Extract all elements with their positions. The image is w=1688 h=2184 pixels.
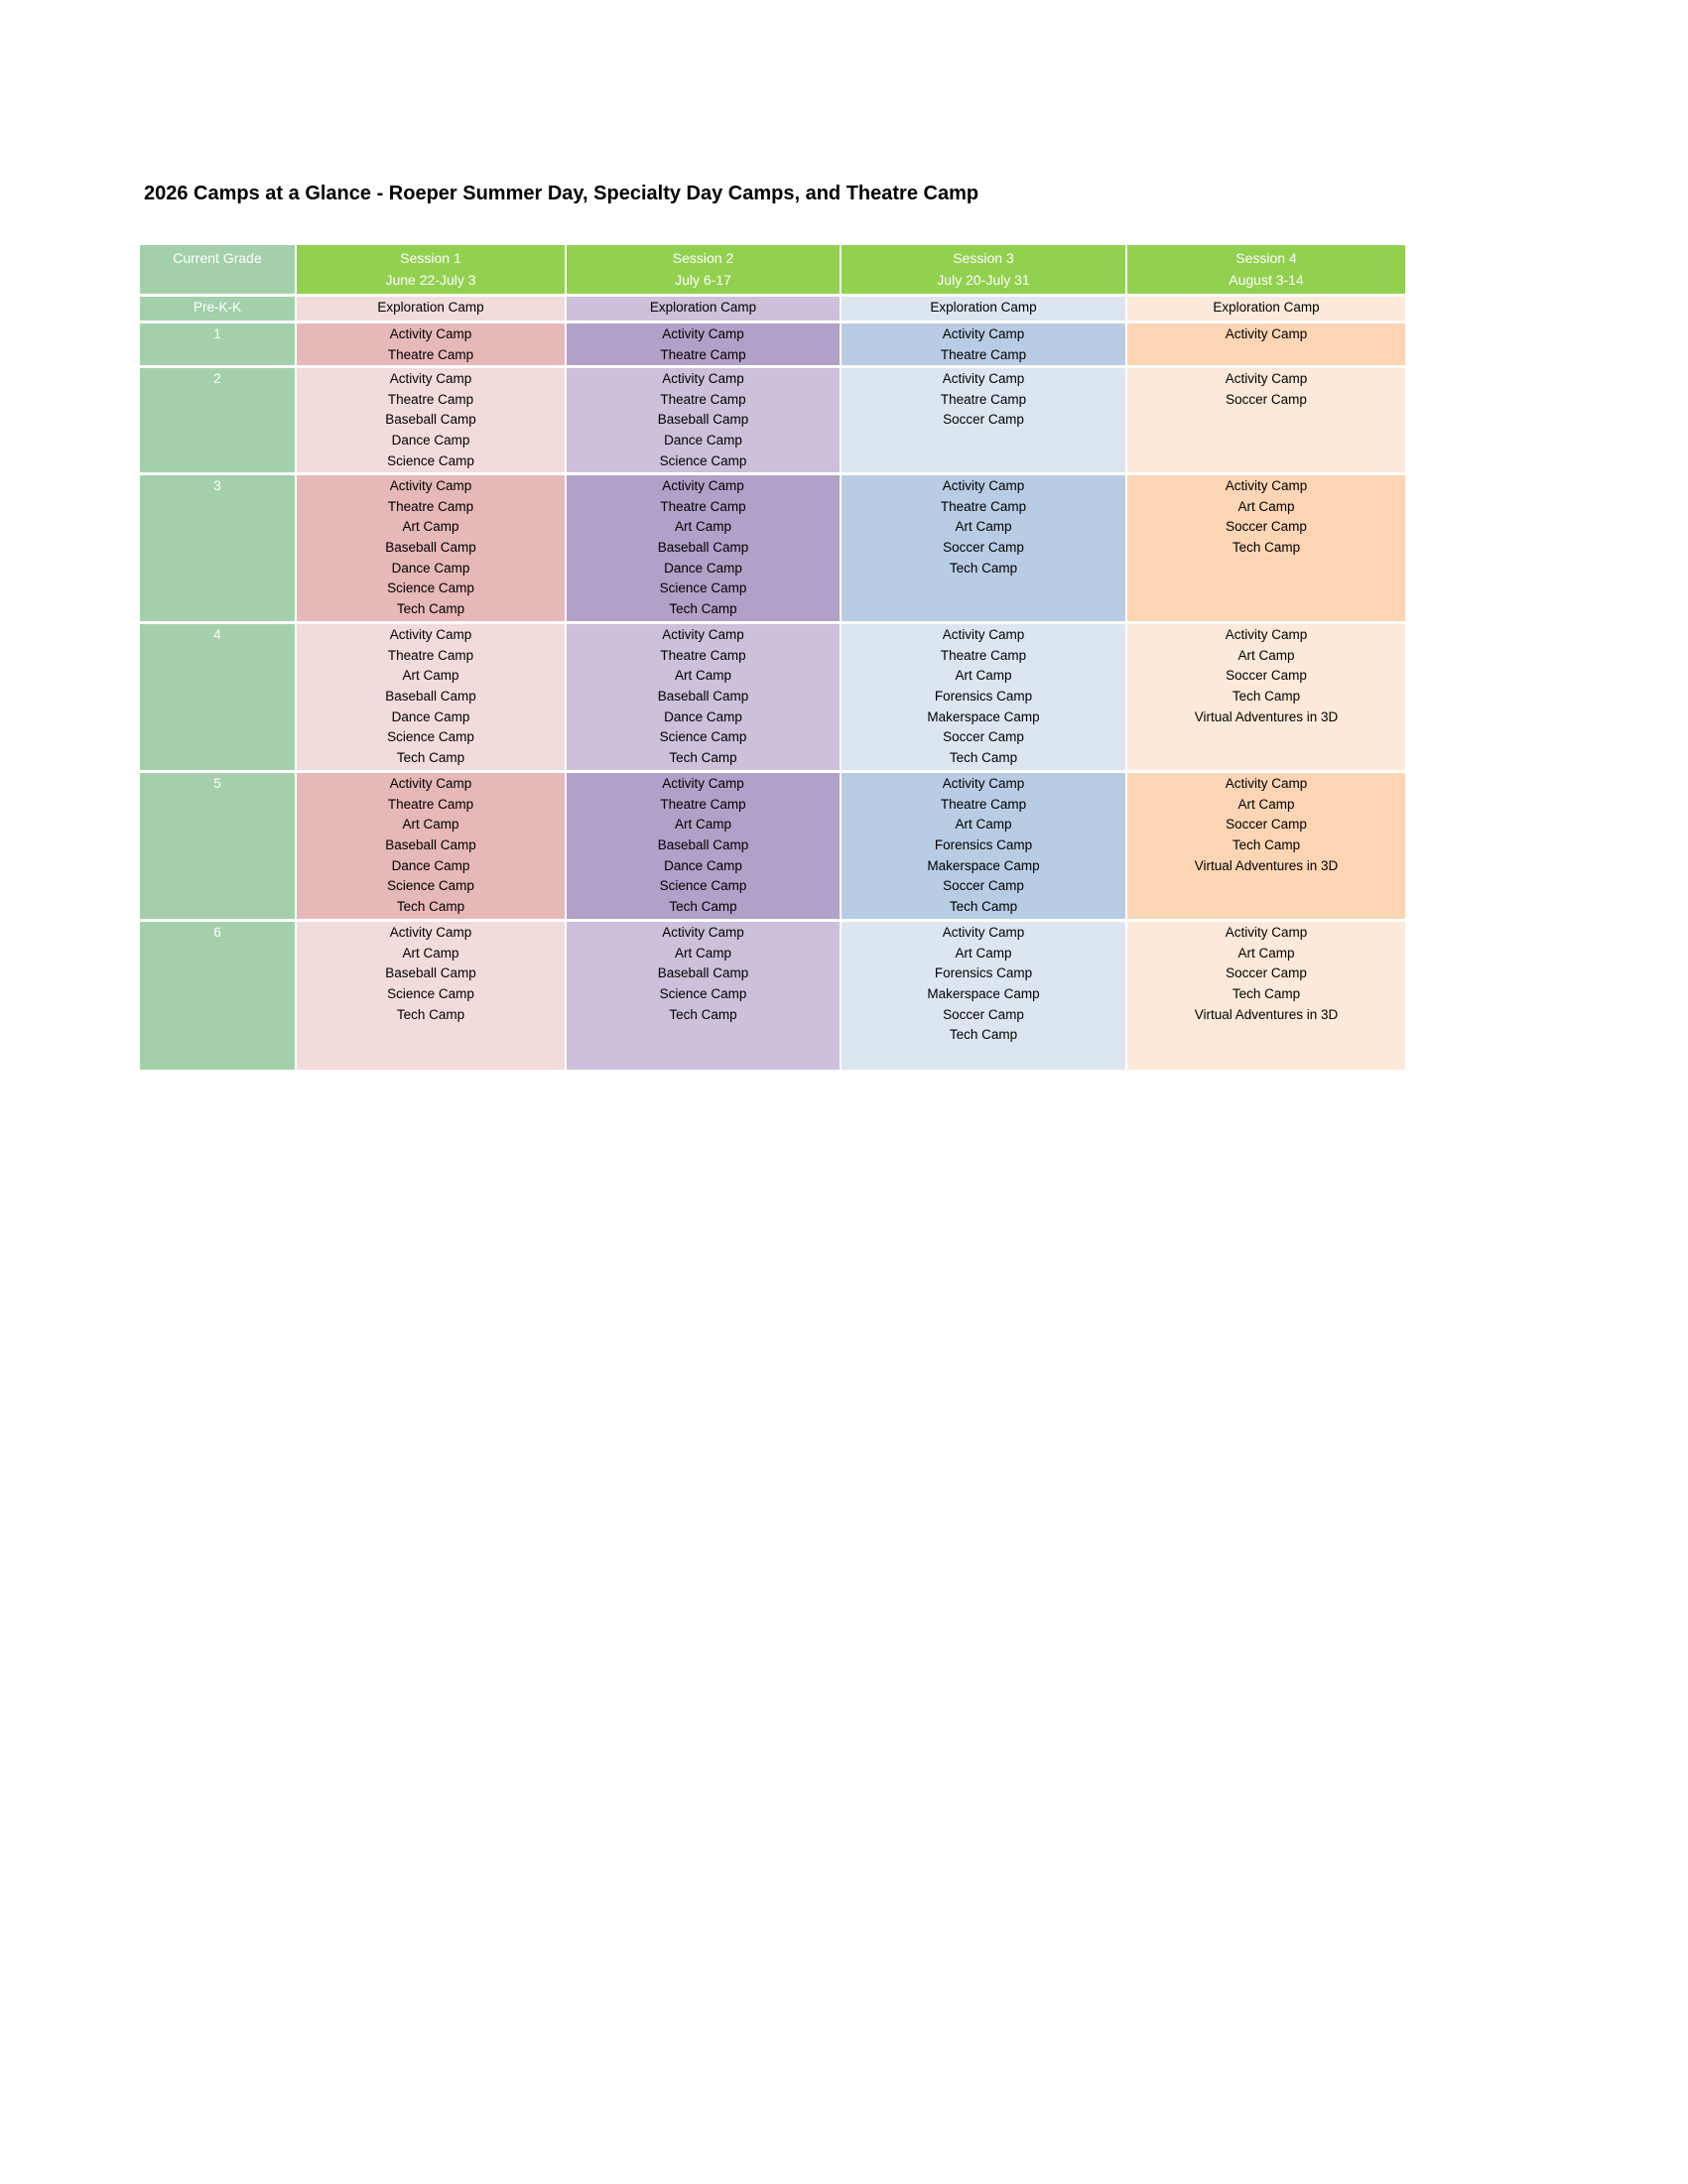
grade-label: Pre-K-K (140, 296, 296, 322)
session-4-cell (1126, 921, 1405, 1070)
camp-name: Baseball Camp (385, 965, 476, 981)
camp-name: Tech Camp (396, 749, 465, 765)
session-2-cell (566, 623, 841, 772)
camp-name: Art Camp (402, 668, 459, 684)
camp-name: Art Camp (674, 519, 731, 535)
camp-name: Art Camp (674, 945, 731, 961)
camp-name: Art Camp (402, 519, 459, 535)
camp-name: Tech Camp (669, 749, 737, 765)
camp-name: Activity Camp (942, 627, 1025, 643)
camp-name: Tech Camp (396, 1006, 465, 1022)
camp-name: Activity Camp (942, 478, 1025, 494)
page-title: 2026 Camps at a Glance - Roeper Summer Day, Specialty Day Camps, and Theatre Camp (144, 183, 979, 204)
camp-name: Science Camp (387, 985, 474, 1001)
session-2-cell (566, 322, 841, 367)
camp-name: Theatre Camp (660, 391, 746, 407)
camp-name: Art Camp (674, 668, 731, 684)
camp-name: Exploration Camp (1213, 300, 1320, 315)
camp-name: Soccer Camp (1226, 817, 1307, 833)
camp-name: Activity Camp (389, 627, 472, 643)
camp-name: Makerspace Camp (927, 708, 1040, 724)
session-name: Session 3 (953, 250, 1014, 266)
grade-label: 3 (140, 474, 296, 623)
camp-name: Activity Camp (942, 776, 1025, 792)
camp-schedule-table (140, 245, 1405, 1070)
camp-name: Activity Camp (1225, 326, 1308, 341)
camp-name: Science Camp (387, 580, 474, 596)
camp-name: Art Camp (955, 519, 1012, 535)
camp-name: Virtual Adventures in 3D (1194, 857, 1339, 873)
camp-name: Science Camp (387, 452, 474, 468)
session-3-cell (841, 367, 1126, 474)
camp-name: Dance Camp (664, 560, 742, 576)
camp-name: Activity Camp (389, 776, 472, 792)
camp-name: Art Camp (955, 945, 1012, 961)
camp-name: Activity Camp (662, 776, 744, 792)
session-name: Session 1 (400, 250, 461, 266)
camp-name: Soccer Camp (943, 1006, 1024, 1022)
session-2-header (566, 245, 841, 296)
camp-name: Baseball Camp (385, 539, 476, 555)
camp-name: Activity Camp (662, 925, 744, 941)
camp-name: Activity Camp (1225, 371, 1308, 387)
camp-name: Soccer Camp (1226, 519, 1307, 535)
camp-name: Dance Camp (664, 857, 742, 873)
grade-label: 4 (140, 623, 296, 772)
camp-name: Tech Camp (1232, 836, 1301, 852)
session-1-cell (296, 296, 566, 322)
camp-name: Forensics Camp (934, 688, 1033, 704)
camp-name: Theatre Camp (387, 796, 474, 812)
camp-name: Activity Camp (942, 326, 1025, 341)
camp-name: Exploration Camp (930, 300, 1037, 315)
camp-name: Theatre Camp (940, 796, 1027, 812)
camp-name: Tech Camp (396, 600, 465, 616)
session-2-cell (566, 367, 841, 474)
camp-name: Soccer Camp (1226, 391, 1307, 407)
camp-name: Activity Camp (1225, 776, 1308, 792)
grade-row (140, 296, 1405, 322)
camp-name: Activity Camp (389, 371, 472, 387)
session-3-cell (841, 322, 1126, 367)
session-4-cell (1126, 623, 1405, 772)
session-dates: June 22-July 3 (385, 272, 476, 288)
session-3-header (841, 245, 1126, 296)
session-1-cell (296, 367, 566, 474)
current-grade-header (140, 245, 296, 296)
camp-name: Baseball Camp (385, 412, 476, 428)
session-name: Session 2 (672, 250, 734, 266)
camp-name: Baseball Camp (385, 836, 476, 852)
session-1-cell (296, 921, 566, 1070)
camp-name: Dance Camp (391, 560, 470, 576)
session-4-cell (1126, 322, 1405, 367)
camp-name: Exploration Camp (649, 300, 757, 315)
header-row (140, 245, 1405, 296)
camp-name: Science Camp (659, 985, 747, 1001)
grade-row (140, 474, 1405, 623)
camp-name: Theatre Camp (940, 391, 1027, 407)
camp-name: Tech Camp (669, 898, 737, 914)
camp-name: Exploration Camp (377, 300, 484, 315)
session-1-cell (296, 322, 566, 367)
camp-name: Science Camp (659, 452, 747, 468)
camp-name: Science Camp (387, 878, 474, 894)
current-grade-label: Current Grade (173, 250, 262, 266)
camp-name: Tech Camp (949, 749, 1018, 765)
camp-name: Baseball Camp (657, 836, 749, 852)
session-2-cell (566, 921, 841, 1070)
camp-name: Activity Camp (942, 371, 1025, 387)
grade-row (140, 623, 1405, 772)
session-1-cell (296, 623, 566, 772)
camp-name: Tech Camp (949, 898, 1018, 914)
session-4-header (1126, 245, 1405, 296)
camp-name: Forensics Camp (934, 836, 1033, 852)
camp-name: Art Camp (402, 945, 459, 961)
camp-name: Soccer Camp (1226, 965, 1307, 981)
session-3-cell (841, 772, 1126, 921)
session-dates: July 6-17 (675, 272, 731, 288)
session-1-cell (296, 772, 566, 921)
camp-name: Baseball Camp (657, 539, 749, 555)
camp-name: Activity Camp (942, 925, 1025, 941)
camp-name: Science Camp (659, 878, 747, 894)
camp-name: Soccer Camp (943, 729, 1024, 745)
camp-name: Activity Camp (1225, 925, 1308, 941)
session-dates: July 20-July 31 (937, 272, 1030, 288)
grade-row (140, 772, 1405, 921)
session-3-cell (841, 296, 1126, 322)
grade-row (140, 322, 1405, 367)
camp-name: Art Camp (1237, 796, 1295, 812)
camp-name: Science Camp (387, 729, 474, 745)
session-3-cell (841, 921, 1126, 1070)
grade-row (140, 921, 1405, 1070)
session-dates: August 3-14 (1229, 272, 1304, 288)
camp-name: Baseball Camp (385, 688, 476, 704)
camp-name: Theatre Camp (387, 391, 474, 407)
camp-name: Tech Camp (669, 600, 737, 616)
camp-name: Soccer Camp (943, 878, 1024, 894)
camp-name: Tech Camp (949, 1027, 1018, 1043)
camp-name: Theatre Camp (387, 498, 474, 514)
camp-name: Theatre Camp (660, 647, 746, 663)
camp-name: Tech Camp (396, 898, 465, 914)
session-4-cell (1126, 367, 1405, 474)
session-4-cell (1126, 772, 1405, 921)
camp-name: Soccer Camp (943, 539, 1024, 555)
schedule-body (140, 296, 1405, 1070)
camp-name: Art Camp (1237, 945, 1295, 961)
camp-name: Activity Camp (662, 371, 744, 387)
camp-name: Activity Camp (389, 925, 472, 941)
camp-name: Science Camp (659, 580, 747, 596)
camp-name: Tech Camp (1232, 539, 1301, 555)
grade-label: 1 (140, 322, 296, 367)
grade-label: 5 (140, 772, 296, 921)
camp-name: Tech Camp (949, 560, 1018, 576)
camp-name: Activity Camp (389, 478, 472, 494)
camp-name: Theatre Camp (660, 498, 746, 514)
camp-name: Activity Camp (662, 326, 744, 341)
session-3-cell (841, 474, 1126, 623)
camp-name: Tech Camp (1232, 688, 1301, 704)
camp-name: Makerspace Camp (927, 857, 1040, 873)
camp-name: Theatre Camp (660, 346, 746, 362)
grade-row (140, 367, 1405, 474)
camp-name: Art Camp (955, 817, 1012, 833)
camp-name: Theatre Camp (940, 498, 1027, 514)
camp-name: Tech Camp (1232, 985, 1301, 1001)
grade-label: 2 (140, 367, 296, 474)
camp-name: Soccer Camp (1226, 668, 1307, 684)
camp-name: Theatre Camp (940, 647, 1027, 663)
camp-name: Soccer Camp (943, 412, 1024, 428)
camp-name: Baseball Camp (657, 412, 749, 428)
session-1-cell (296, 474, 566, 623)
camp-name: Art Camp (402, 817, 459, 833)
camp-name: Dance Camp (391, 432, 470, 448)
camp-name: Activity Camp (1225, 478, 1308, 494)
camp-name: Baseball Camp (657, 688, 749, 704)
camp-name: Dance Camp (664, 432, 742, 448)
camp-name: Dance Camp (391, 857, 470, 873)
camp-name: Art Camp (955, 668, 1012, 684)
grade-label: 6 (140, 921, 296, 1070)
camp-name: Activity Camp (1225, 627, 1308, 643)
camp-name: Activity Camp (662, 478, 744, 494)
camp-name: Theatre Camp (940, 346, 1027, 362)
camp-name: Dance Camp (391, 708, 470, 724)
camp-name: Activity Camp (389, 326, 472, 341)
camp-name: Theatre Camp (660, 796, 746, 812)
session-3-cell (841, 623, 1126, 772)
camp-name: Tech Camp (669, 1006, 737, 1022)
camp-name: Virtual Adventures in 3D (1194, 1006, 1339, 1022)
session-1-header (296, 245, 566, 296)
camp-name: Forensics Camp (934, 965, 1033, 981)
camp-name: Activity Camp (662, 627, 744, 643)
session-name: Session 4 (1235, 250, 1297, 266)
camp-name: Art Camp (1237, 498, 1295, 514)
session-4-cell (1126, 474, 1405, 623)
camp-name: Theatre Camp (387, 346, 474, 362)
camp-name: Baseball Camp (657, 965, 749, 981)
camp-name: Makerspace Camp (927, 985, 1040, 1001)
camp-name: Dance Camp (664, 708, 742, 724)
session-2-cell (566, 296, 841, 322)
camp-name: Art Camp (674, 817, 731, 833)
session-2-cell (566, 772, 841, 921)
session-2-cell (566, 474, 841, 623)
camp-name: Virtual Adventures in 3D (1194, 708, 1339, 724)
camp-name: Theatre Camp (387, 647, 474, 663)
camp-name: Art Camp (1237, 647, 1295, 663)
session-4-cell (1126, 296, 1405, 322)
camp-name: Science Camp (659, 729, 747, 745)
